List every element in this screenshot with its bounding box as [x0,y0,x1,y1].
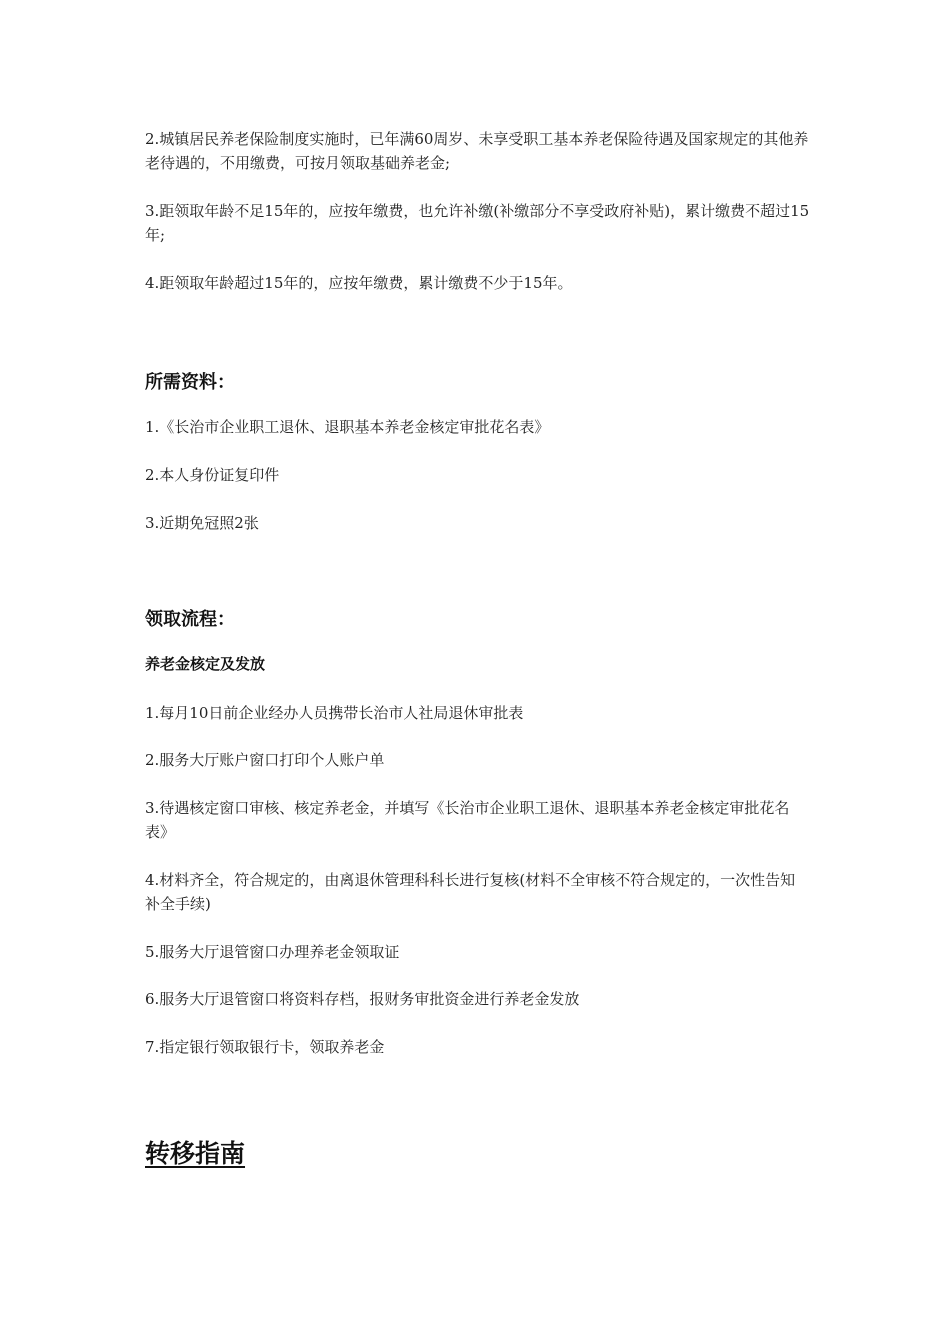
process-heading: 领取流程： [145,609,235,630]
material-item-3: 3.近期免冠照2张 [145,514,259,532]
process-step-6: 6.服务大厅退管窗口将资料存档，报财务审批资金进行养老金发放 [145,990,580,1008]
process-step-4: 4.材料齐全，符合规定的，由离退休管理科科长进行复核(材料不全审核不符合规定的，一次性告知补全手续) [145,871,796,913]
process-step-2: 2.服务大厅账户窗口打印个人账户单 [145,751,385,769]
material-item-1: 1.《长治市企业职工退休、退职基本养老金核定审批花名表》 [145,418,550,436]
process-step-3: 3.待遇核定窗口审核、核定养老金，并填写《长治市企业职工退休、退职基本养老金核定审批花名表》 [145,799,790,841]
condition-item-3: 3.距领取年龄不足15年的，应按年缴费，也允许补缴(补缴部分不享受政府补贴)，累计缴费不超过15年; [145,202,810,244]
materials-heading: 所需资料： [145,372,235,393]
process-step-1: 1.每月10日前企业经办人员携带长治市人社局退休审批表 [145,704,524,722]
process-subheading: 养老金核定及发放 [145,655,266,673]
process-step-5: 5.服务大厅退管窗口办理养老金领取证 [145,943,400,961]
process-step-7: 7.指定银行领取银行卡，领取养老金 [145,1038,385,1056]
condition-item-4: 4.距领取年龄超过15年的，应按年缴费，累计缴费不少于15年。 [145,274,573,292]
transfer-guide-heading: 转移指南 [145,1139,246,1168]
material-item-2: 2.本人身份证复印件 [145,466,280,484]
condition-item-2: 2.城镇居民养老保险制度实施时，已年满60周岁、未享受职工基本养老保险待遇及国家规定的其他养老待遇的，不用缴费，可按月领取基础养老金; [145,130,809,172]
